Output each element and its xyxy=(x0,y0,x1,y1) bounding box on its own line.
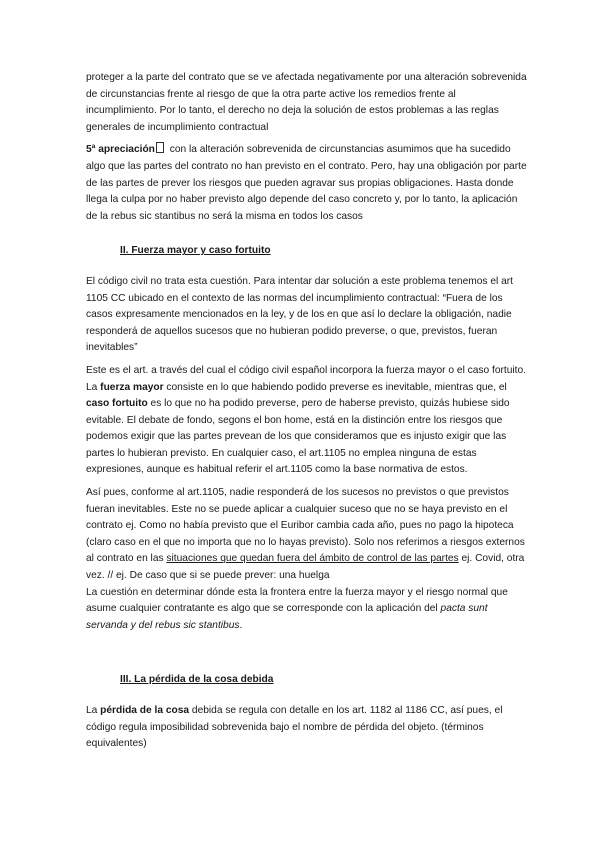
text-run: La cuestión en determinar dónde esta la frontera entre la fuerza mayor y el riesgo normal que asume cualquier contratante es algo que se corresponde con la aplicación del xyxy=(86,586,508,615)
appreciation-label: 5ª apreciación xyxy=(86,144,155,156)
text-run: . xyxy=(239,619,243,631)
paragraph-continuation: proteger a la parte del contrato que se ve afectada negativamente por una alteración sobrevenida de circunstancias frente al riesgo de que la otra parte active los remedios frente al incumplimiento. Por lo tanto, el derecho no deja la solución de estos problemas a las reglas generales de incumplimiento contractual xyxy=(86,72,527,133)
paragraph-frontera xyxy=(86,585,528,635)
paragraph-asi-pues xyxy=(86,485,528,585)
text-run: debida se regula con detalle en los art. 1182 al 1186 CC, así pues, el código regula imposibilidad sobrevenida bajo el nombre de pérdida del objeto. (términos equivalentes) xyxy=(86,705,503,750)
text-run: consiste en lo que habiendo podido preverse es inevitable, mientras que, el xyxy=(163,381,507,393)
term-caso-fortuito: caso fortuito xyxy=(86,398,148,410)
section-heading-fuerza-mayor: II. Fuerza mayor y caso fortuito xyxy=(120,245,271,257)
paragraph-perdida-cosa xyxy=(86,703,528,753)
underlined-phrase: situaciones que quedan fuera del ámbito de control de las partes xyxy=(166,553,459,565)
paragraph-art-1105: El código civil no trata esta cuestión. Para intentar dar solución a este problema tenemos el art 1105 CC ubicado en el contexto de las normas del incumplimiento contractual: “Fuera de los casos expresamente mencionados en la ley, y de los en que así lo declare la obligación, nadie responderá de aquellos sucesos que no hubieran podido preverse, o que, previstos, fueran inevitables” xyxy=(86,275,513,354)
term-perdida-cosa: pérdida de la cosa xyxy=(100,705,190,716)
text-run: Así pues, conforme al art.1105, nadie responderá de los sucesos no previstos o que previstos fueran inevitables. Este no se puede aplicar a cualquier suceso que no se haya previsto en el contrato ej. Como no había previsto que el Euribor cambia cada año, pues no pago la hipoteca (claro caso en el que no importa que no lo hayas previsto). Solo nos referimos a riesgos externos al contrato en las xyxy=(86,487,525,565)
term-fuerza-mayor: fuerza mayor xyxy=(100,381,164,393)
document-body xyxy=(86,70,528,753)
text-run: es lo que no ha podido preverse, pero de haberse previsto, quizás hubiese sido evitable. El debate de fondo, segons el bon home, está en la distinción entre los riesgos que podemos exigir que las partes prevean de los que consideramos que es injusto exigir que las partes lo hubieran previsto. En cualquier caso, el art.1105 no emplea ninguna de estas expresiones, aunque es habitual referir el art.1105 como la base normativa de estos. xyxy=(86,398,510,476)
text-run: ej. Covid, otra vez. // ej. De caso que si se puede prever: una huelga xyxy=(86,553,525,582)
text-run: La xyxy=(86,705,101,716)
paragraph-fifth-appreciation xyxy=(86,142,528,225)
text-run: Este es el art. a través del cual el código civil español incorpora la fuerza mayor o el caso fortuito. La xyxy=(86,364,526,393)
section-heading-perdida: III. La pérdida de la cosa debida xyxy=(120,674,274,686)
italic-phrase: pacta sunt servanda y del rebus sic stantibus xyxy=(86,603,488,631)
missing-glyph-icon xyxy=(156,142,164,153)
appreciation-text: con la alteración sobrevenida de circunstancias asumimos que ha sucedido algo que las partes del contrato no han previsto en el contrato. Pero, hay una obligación por parte de las partes de prever los riesgos que pueden agravar sus propias obligaciones. Hasta donde llega la culpa por no haber previsto algo depende del caso concreto y, por lo tanto, la aplicación de la rebus sic stantibus no será la misma en todos los casos xyxy=(86,144,527,222)
paragraph-fuerza-mayor-definition xyxy=(86,363,528,479)
